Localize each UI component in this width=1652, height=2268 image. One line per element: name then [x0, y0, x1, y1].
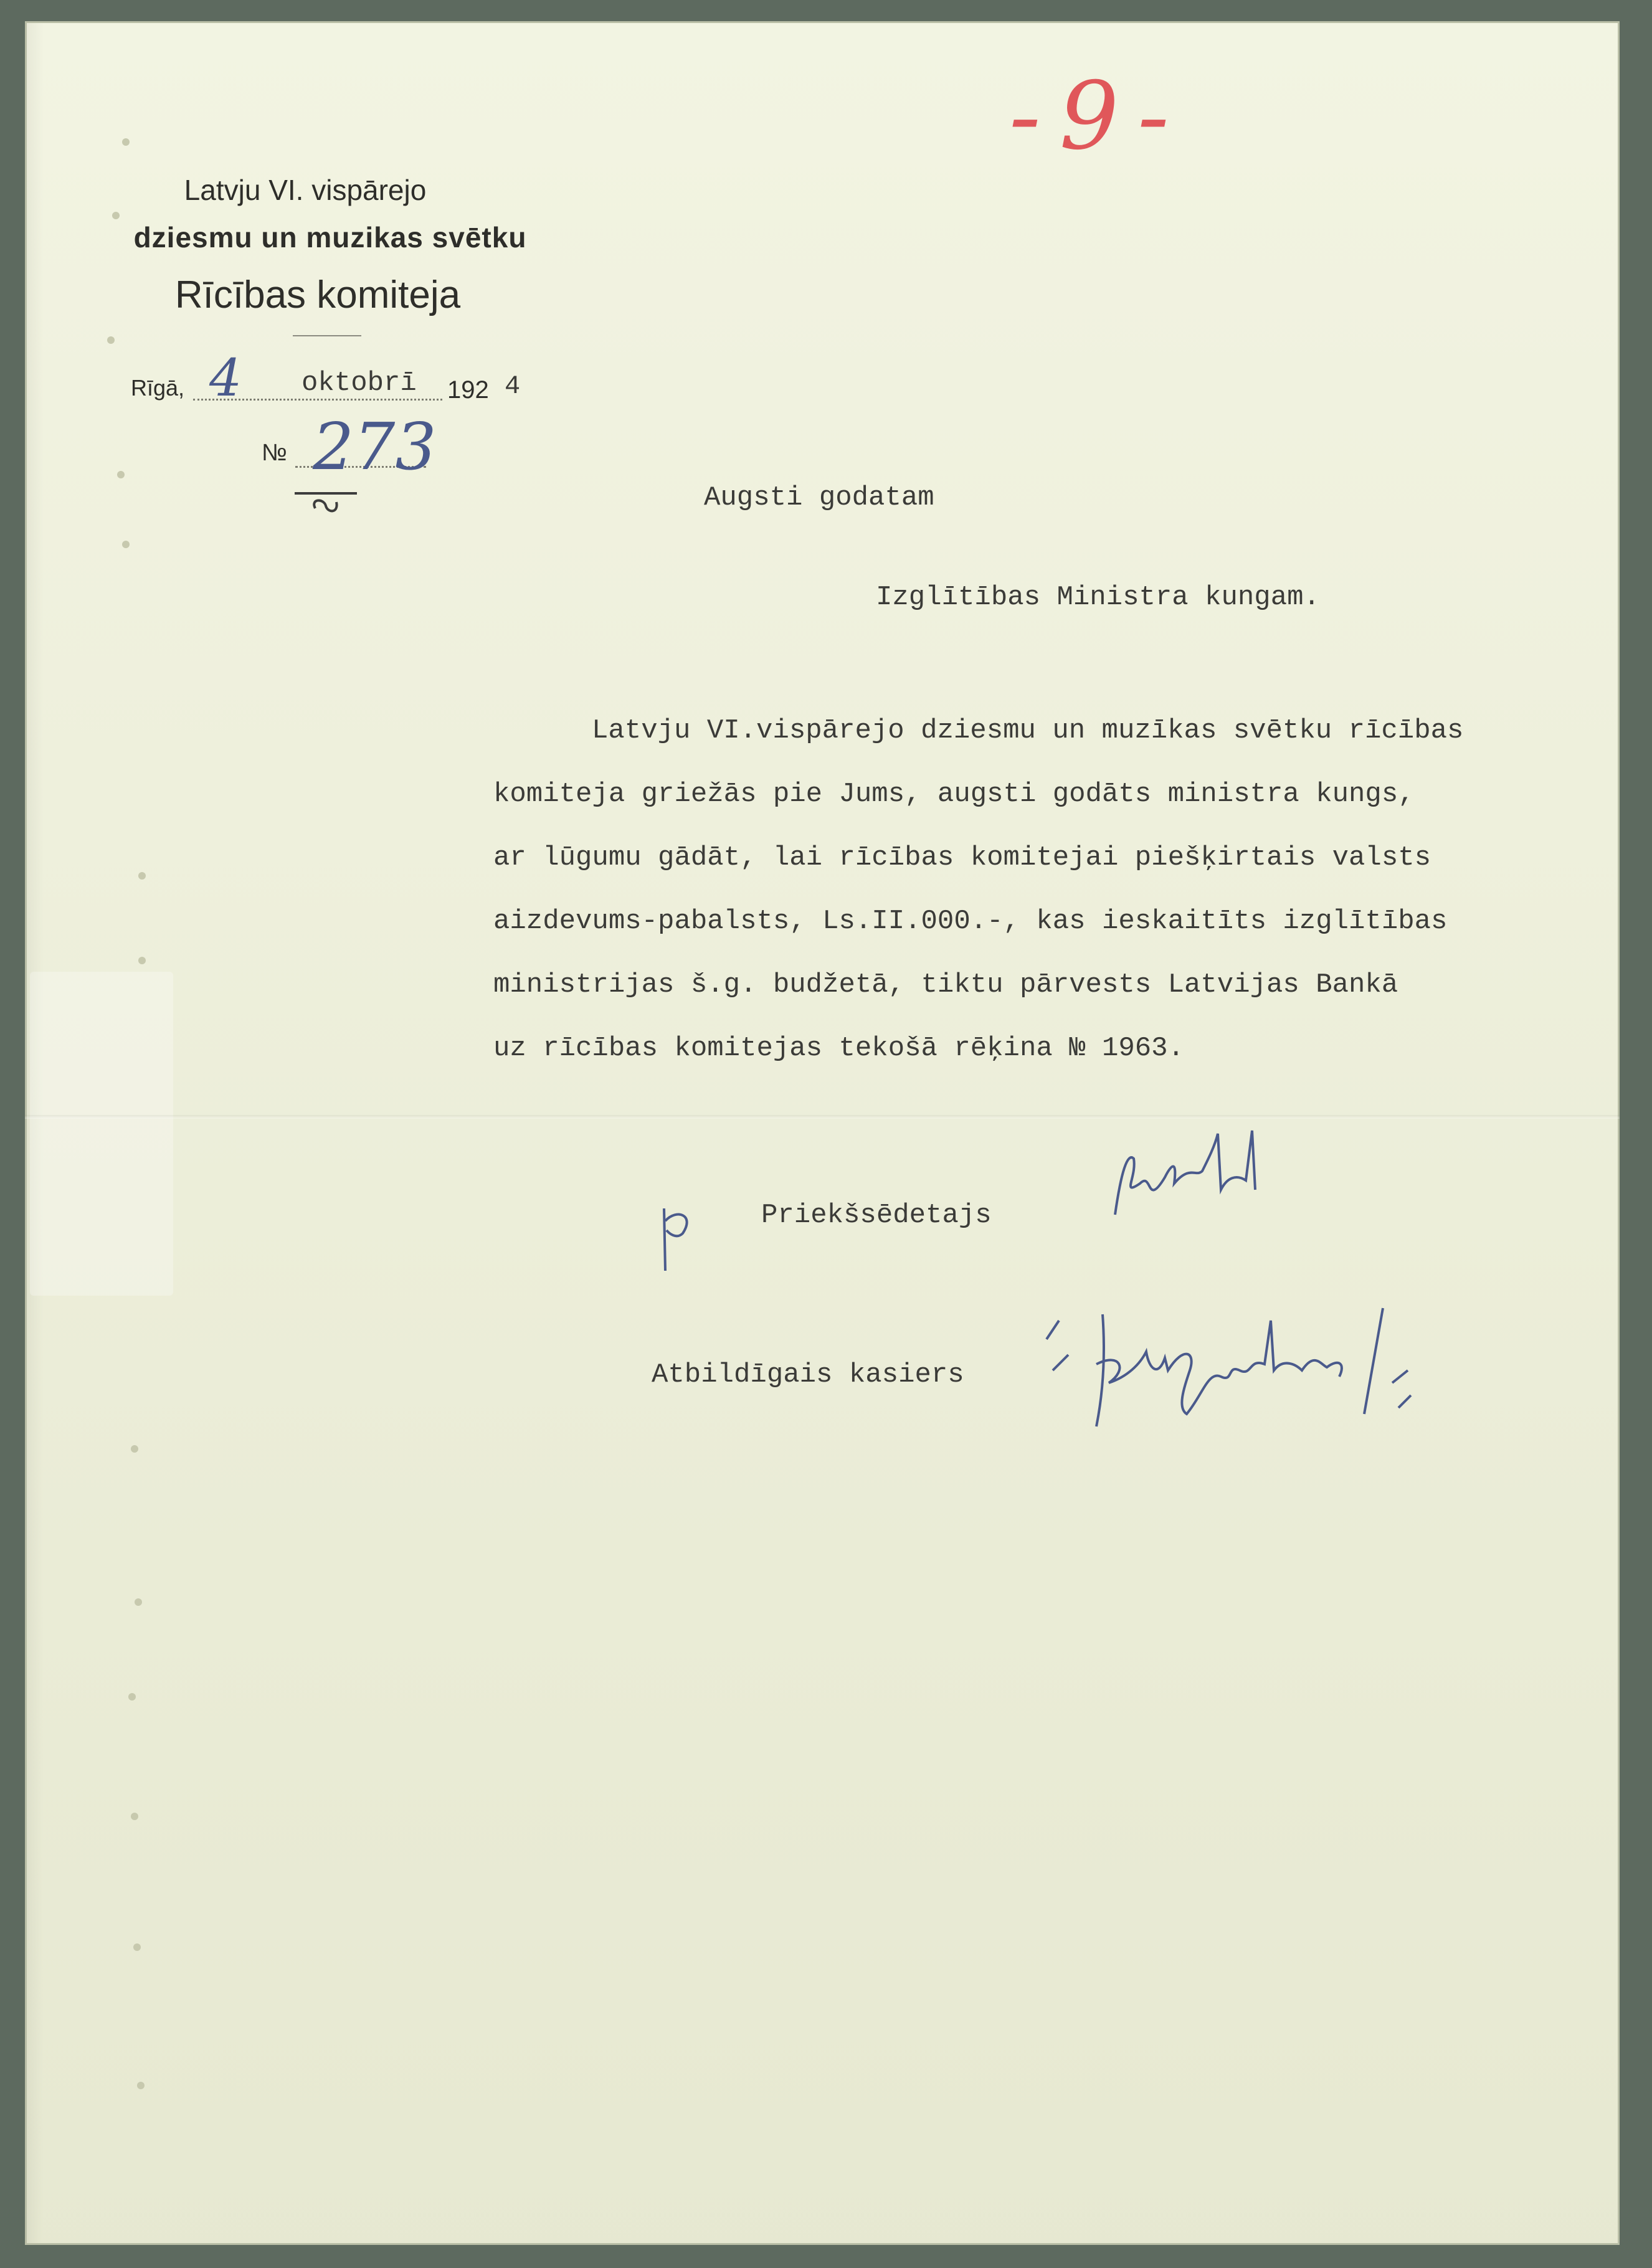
cashier-label: Atbildīgais kasiers	[652, 1359, 964, 1390]
punch-hole	[133, 1943, 141, 1951]
addressee: Izglītības Ministra kungam.	[876, 582, 1320, 613]
page-number-text: -9-	[1009, 62, 1188, 171]
number-label: №	[262, 440, 287, 466]
body-line: aizdevums-pabalsts, Ls.II.000.-, kas ieskaitīts izglītības	[493, 906, 1448, 937]
letterhead-rule	[293, 335, 361, 336]
salutation: Augsti godatam	[704, 482, 934, 513]
punch-hole	[128, 1693, 136, 1701]
punch-hole	[137, 2082, 145, 2089]
pp-mark	[658, 1196, 708, 1277]
chair-label: Priekšsēdetajs	[761, 1200, 992, 1231]
body-line: ministrijas š.g. budžetā, tiktu pārvests Latvijas Bankā	[493, 969, 1398, 1000]
handwritten-number: 273	[313, 409, 437, 485]
paper-stain	[30, 972, 173, 1296]
body-line: komiteja griežās pie Jums, augsti godāts ministra kungs,	[493, 779, 1415, 810]
punch-hole	[138, 957, 146, 964]
date-month: oktobrī	[301, 368, 417, 399]
punch-hole	[131, 1445, 138, 1453]
date-year-digit: 4	[505, 371, 521, 401]
punch-hole	[131, 1813, 138, 1820]
document-page	[25, 21, 1620, 2245]
date-year: 192	[447, 376, 489, 404]
punch-hole	[138, 872, 146, 880]
paper-fold	[25, 1115, 1620, 1119]
punch-hole	[107, 336, 115, 344]
punch-hole	[117, 471, 125, 478]
chair-signature	[1103, 1121, 1271, 1233]
letterhead-line2: dziesmu un muzikas svētku	[133, 221, 527, 254]
body-line: Latvju VI.vispārejo dziesmu un muzīkas svētku rīcības	[592, 715, 1464, 746]
punch-hole	[135, 1598, 142, 1606]
page-number	[1009, 56, 1271, 181]
letterhead-committee: Rīcības komiteja	[174, 273, 461, 316]
cashier-signature	[1034, 1283, 1433, 1445]
body-line: ar lūgumu gādāt, lai rīcības komitejai piešķirtais valsts	[493, 842, 1431, 873]
place-label: Rīgā,	[131, 375, 185, 401]
punch-hole	[122, 541, 130, 548]
handwritten-day: 4	[209, 349, 242, 408]
body-line: uz rīcības komitejas tekošā rēķina № 1963.	[493, 1033, 1184, 1064]
punch-hole	[122, 138, 130, 146]
punch-hole	[112, 212, 120, 219]
letterhead-line1: Latvju VI. vispārejo	[184, 174, 427, 206]
number-underline-mark	[292, 487, 366, 518]
